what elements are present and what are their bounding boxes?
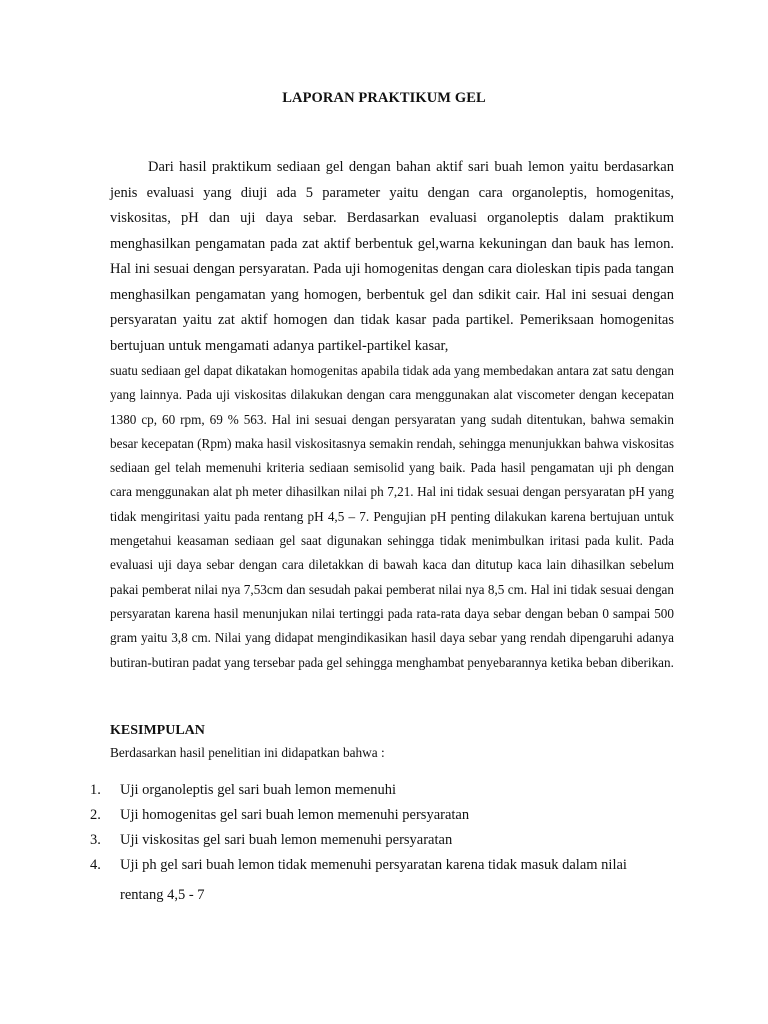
conclusion-item [90, 828, 676, 853]
conclusion-text: Uji organoleptis gel sari buah lemon memenuhi [120, 782, 396, 798]
conclusion-item [90, 853, 676, 908]
conclusion-number: 4. [90, 857, 101, 873]
discussion-paragraph-large: Dari hasil praktikum sediaan gel dengan bahan aktif sari buah lemon yaitu berdasarkan jenis evaluasi yang diuji ada 5 parameter yaitu dengan cara organoleptis, homogenitas, viskositas, pH dan uji daya sebar. Berdasarkan evaluasi organoleptis dalam praktikum menghasilkan pengamatan pada zat aktif berbentuk gel,warna kekuningan dan bauk has lemon. Hal ini sesuai dengan persyaratan. Pada uji homogenitas dengan cara dioleskan tipis pada tangan menghasilkan pengamatan yang homogen, berbentuk gel dan sdikit cair. Hal ini sesuai dengan persyaratan yaitu zat aktif homogen dan tidak kasar pada partikel. Pemeriksaan homogenitas bertujuan untuk mengamati adanya partikel-partikel kasar, [110, 159, 674, 354]
document-title: LAPORAN PRAKTIKUM GEL [282, 90, 486, 106]
discussion-section [110, 155, 674, 675]
conclusion-item [90, 803, 676, 828]
conclusion-lead: Berdasarkan hasil penelitian ini didapatkan bahwa : [110, 745, 385, 760]
conclusion-item [90, 778, 676, 803]
conclusion-text: Uji viskositas gel sari buah lemon memenuhi persyaratan [120, 832, 453, 848]
conclusion-list [90, 778, 676, 908]
conclusion-number: 3. [90, 832, 101, 848]
conclusion-number: 1. [90, 782, 101, 798]
discussion-paragraph-small: suatu sediaan gel dapat dikatakan homogenitas apabila tidak ada yang membedakan antara zat satu dengan yang lainnya. Pada uji viskositas dilakukan dengan cara menggunakan alat viscometer dengan kecepatan 1380 cp, 60 rpm, 69 % 563. Hal ini sesuai dengan persyaratan yang sudah ditentukan, bahwa semakin besar kecepatan (Rpm) maka hasil viskositasnya semakin rendah, sehingga menunjukkan bahwa viskositas sediaan gel telah memenuhi kriteria sediaan semisolid yang baik. Pada hasil pengamatan uji ph dengan cara menggunakan alat ph meter dihasilkan nilai ph 7,21. Hal ini tidak sesuai dengan persyaratan pH yang tidak mengiritasi yaitu pada rentang pH 4,5 – 7. Pengujian pH penting dilakukan karena bertujuan untuk mengetahui keasaman sediaan gel saat digunakan sehingga tidak menimbulkan iritasi pada kulit. Pada evaluasi uji daya sebar dengan cara diletakkan di bawah kaca dan ditutup kaca lain dihasilkan sebelum pakai pemberat nilai nya 7,53cm dan sesudah pakai pemberat nilai nya 8,5 cm. Hal ini tidak sesuai dengan persyaratan karena hasil menunjukan nilai tertinggi pada rata-rata daya sebar dengan beban 0 sampai 500 gram yaitu 3,8 cm. Nilai yang didapat mengindikasikan hasil daya sebar yang rendah dipengaruhi adanya butiran-butiran padat yang tersebar pada gel sehingga menghambat penyebarannya ketika beban diberikan. [110, 363, 674, 670]
conclusion-number: 2. [90, 807, 101, 823]
conclusion-text: Uji homogenitas gel sari buah lemon memenuhi persyaratan [120, 807, 470, 823]
conclusion-text-continuation: rentang 4,5 - 7 [120, 887, 205, 903]
conclusion-heading: KESIMPULAN [110, 723, 205, 738]
conclusion-text: Uji ph gel sari buah lemon tidak memenuhi persyaratan karena tidak masuk dalam nilai [120, 857, 627, 873]
